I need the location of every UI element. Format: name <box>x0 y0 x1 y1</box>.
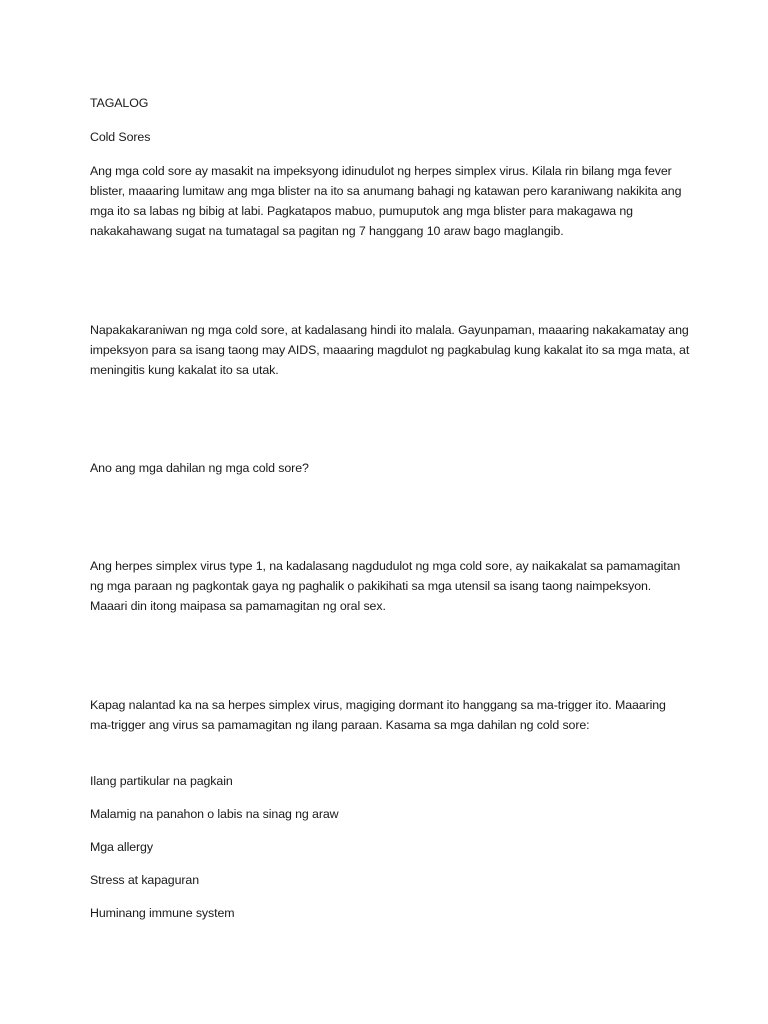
list-item: Stress at kapaguran <box>90 873 199 887</box>
document-title: Cold Sores <box>90 130 151 144</box>
list-item: Huminang immune system <box>90 906 235 920</box>
list-item: Malamig na panahon o labis na sinag ng araw <box>90 807 339 821</box>
causes-list <box>90 771 690 923</box>
causes-question: Ano ang mga dahilan ng mga cold sore? <box>90 461 309 475</box>
list-item: Mga allergy <box>90 840 153 854</box>
language-heading: TAGALOG <box>90 96 149 110</box>
paragraph-triggers: Kapag nalantad ka na sa herpes simplex virus, magiging dormant ito hanggang sa ma-trigger ito. Maaaring ma-trigger ang virus sa pamamagitan ng ilang paraan. Kasama sa mga dahilan ng cold sore: <box>90 698 666 732</box>
paragraph-intro: Ang mga cold sore ay masakit na impeksyong idinudulot ng herpes simplex virus. Kilala rin bilang mga fever blister, maaaring lumitaw ang mga blister na ito sa anumang bahagi ng katawan pero karaniwang nakikita ang mga ito sa labas ng bibig at labi. Pagkatapos mabuo, pumuputok ang mga blister para makagawa ng nakakahawang sugat na tumatagal sa pagitan ng 7 hanggang 10 araw bago maglangib. <box>90 164 682 238</box>
document-body <box>90 93 690 936</box>
paragraph-transmission: Ang herpes simplex virus type 1, na kadalasang nagdudulot ng mga cold sore, ay naikakalat sa pamamagitan ng mga paraan ng pagkontak gaya ng paghalik o pakikihati sa mga utensil sa isang taong naimpeksyon. Maaari din itong maipasa sa pamamagitan ng oral sex. <box>90 559 681 613</box>
list-item: Ilang partikular na pagkain <box>90 774 233 788</box>
paragraph-severity: Napakakaraniwan ng mga cold sore, at kadalasang hindi ito malala. Gayunpaman, maaaring nakakamatay ang impeksyon para sa isang taong may AIDS, maaaring magdulot ng pagkabulag kung kakalat ito sa mga mata, at meningitis kung kakalat ito sa utak. <box>90 323 690 377</box>
